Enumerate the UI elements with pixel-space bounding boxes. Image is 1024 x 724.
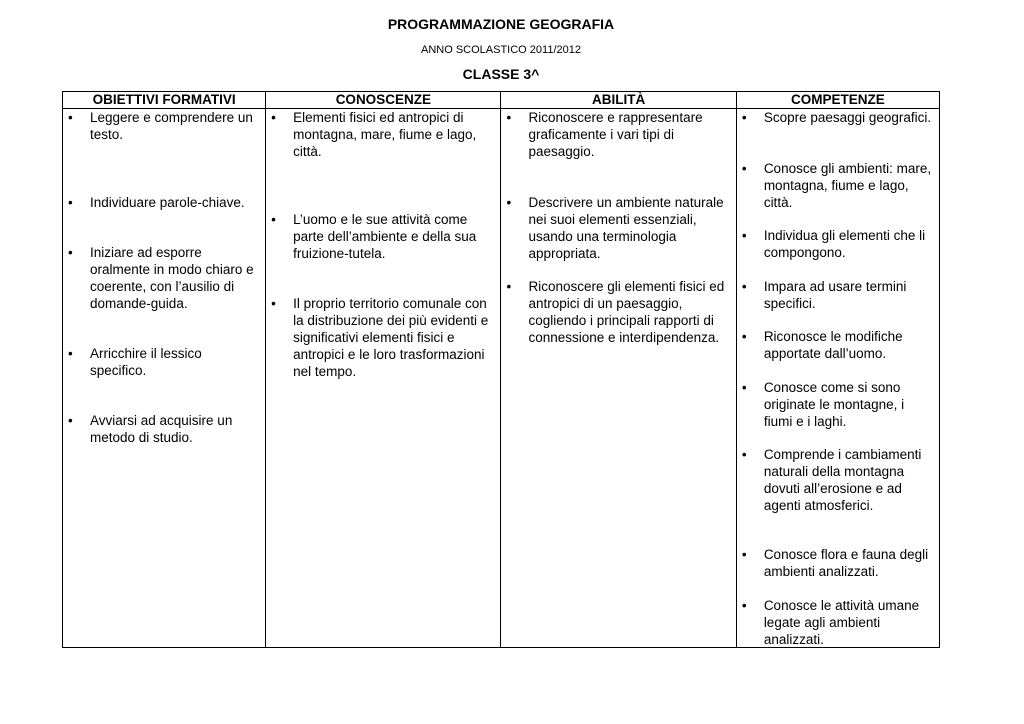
bullet-icon: • (741, 598, 747, 613)
bullet-icon: • (68, 346, 73, 361)
programme-table (62, 91, 940, 648)
list-item-text: Riconoscere gli elementi fisici ed antropici di un paesaggio, cogliendo i principali rapporti di connessione e interdipendenza. (528, 279, 725, 345)
abilita-cell (501, 109, 736, 648)
list-item (737, 446, 935, 514)
bullet-icon: • (68, 413, 73, 428)
bullet-icon: • (741, 329, 747, 344)
list-item-text: Conosce come si sono originate le montagne, i fiumi e i laghi. (763, 380, 905, 429)
bullet-icon: • (741, 447, 747, 462)
list-item-text: Conosce gli ambienti: mare, montagna, fiume e lago, città. (763, 161, 932, 210)
list-item-text: Comprende i cambiamenti naturali della montagna dovuti all’erosione e ad agenti atmosferici. (763, 447, 922, 513)
list-item (737, 379, 935, 430)
list-item-text: Descrivere un ambiente naturale nei suoi elementi essenziali, usando una terminologia appropriata. (528, 195, 724, 261)
table-header-row (63, 92, 940, 109)
list-item (737, 546, 935, 580)
list-item (266, 109, 496, 160)
bullet-icon: • (506, 279, 512, 294)
bullet-icon: • (741, 110, 747, 125)
list-item-text: Iniziare ad esporre oralmente in modo chiaro e coerente, con l’ausilio di domande-guida. (90, 245, 254, 311)
list-item-text: Il proprio territorio comunale con la distribuzione dei più evidenti e significativi elementi fisici e antropici e le loro trasformazioni nel tempo. (293, 296, 489, 379)
list-item (737, 278, 935, 312)
bullet-icon: • (271, 296, 276, 311)
list-item (63, 345, 261, 379)
list-item (63, 194, 261, 211)
list-item (737, 109, 935, 126)
header-obiettivi: OBIETTIVI FORMATIVI (63, 92, 266, 109)
list-item-text: Conosce flora e fauna degli ambienti analizzati. (763, 547, 929, 579)
obiettivi-cell (63, 109, 266, 648)
list-item (501, 278, 731, 346)
list-item-text: Avviarsi ad acquisire un metodo di studio. (90, 413, 233, 445)
list-item (501, 109, 731, 160)
bullet-icon: • (741, 279, 747, 294)
list-item-text: Elementi fisici ed antropici di montagna, mare, fiume e lago, città. (293, 110, 477, 159)
list-item (266, 295, 496, 380)
list-item-text: L’uomo e le sue attività come parte dell’ambiente e della sua fruizione-tutela. (293, 212, 477, 261)
list-item-text: Riconoscere e rappresentare graficamente i vari tipi di paesaggio. (528, 110, 703, 159)
conoscenze-cell (266, 109, 501, 648)
bullet-icon: • (741, 228, 747, 243)
list-item (737, 227, 935, 261)
document-title: PROGRAMMAZIONE GEOGRAFIA (387, 16, 615, 32)
bullet-icon: • (741, 380, 747, 395)
bullet-icon: • (271, 110, 276, 125)
list-item-text: Leggere e comprendere un testo. (90, 110, 253, 142)
bullet-icon: • (68, 110, 73, 125)
list-item (501, 194, 731, 262)
bullet-icon: • (741, 547, 747, 562)
bullet-icon: • (506, 110, 512, 125)
competenze-cell (736, 109, 939, 648)
list-item (737, 328, 935, 362)
header-abilita: ABILITÀ (501, 92, 736, 109)
list-item-text: Arricchire il lessico specifico. (90, 346, 202, 378)
list-item-text: Riconosce le modifiche apportate dall’uomo. (763, 329, 903, 361)
list-item (737, 597, 935, 648)
school-year: ANNO SCOLASTICO 2011/2012 (421, 44, 581, 56)
list-item-text: Individua gli elementi che li compongono. (763, 228, 926, 260)
bullet-icon: • (506, 195, 512, 210)
class-label: CLASSE 3^ (462, 66, 540, 82)
list-item (737, 160, 935, 211)
list-item (63, 244, 261, 312)
list-item-text: Scopre paesaggi geografici. (763, 110, 932, 125)
bullet-icon: • (741, 161, 747, 176)
bullet-icon: • (68, 245, 73, 260)
table-row (63, 109, 940, 648)
list-item-text: Impara ad usare termini specifici. (763, 279, 907, 311)
bullet-icon: • (271, 212, 276, 227)
list-item (63, 109, 261, 143)
list-item-text: Individuare parole-chiave. (90, 195, 245, 210)
header-conoscenze: CONOSCENZE (266, 92, 501, 109)
list-item (266, 211, 496, 262)
header-competenze: COMPETENZE (736, 92, 939, 109)
list-item (63, 412, 261, 446)
list-item-text: Conosce le attività umane legate agli ambienti analizzati. (763, 598, 920, 647)
bullet-icon: • (68, 195, 73, 210)
